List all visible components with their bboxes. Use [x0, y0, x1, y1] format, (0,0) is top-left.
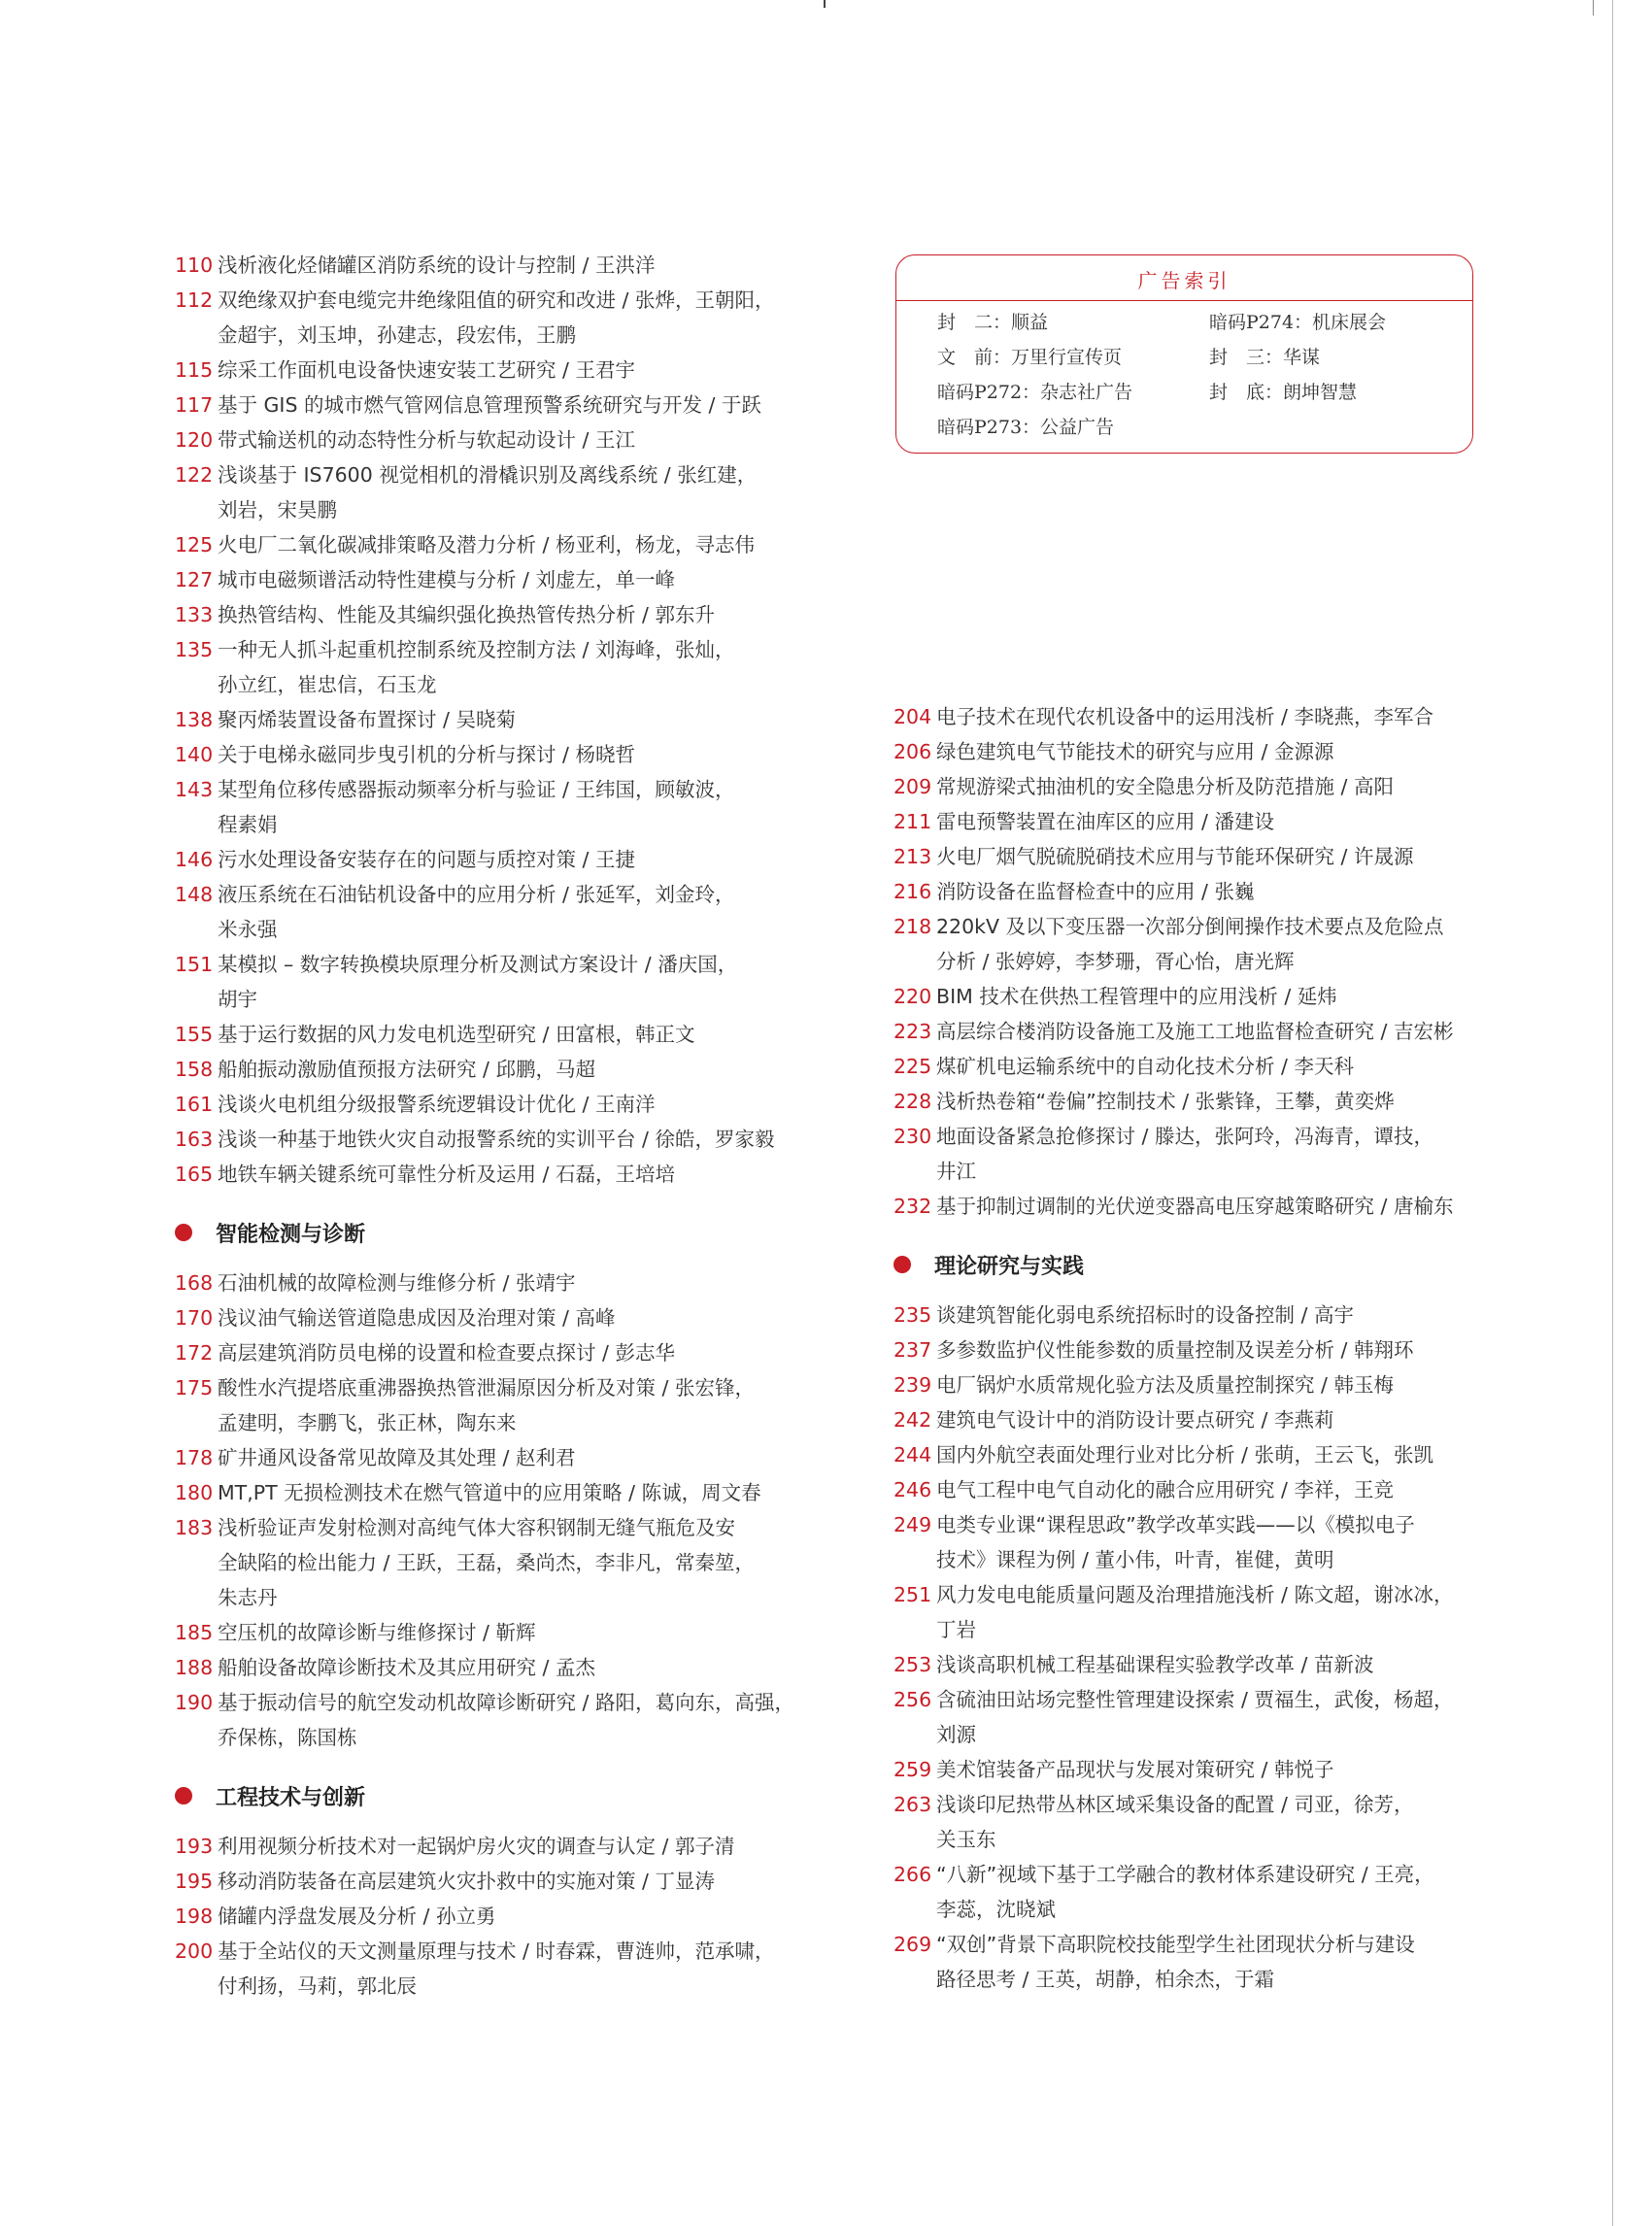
toc-entry [175, 772, 806, 842]
page-number: 161 [175, 1093, 214, 1116]
page-number: 263 [893, 1793, 932, 1816]
section-title: 工程技术与创新 [216, 1785, 366, 1810]
entry-title: 综采工作面机电设备快速安装工艺研究 / 王君宇 [218, 358, 635, 382]
toc-entry [893, 804, 1486, 839]
entry-title: 液压系统在石油钻机设备中的应用分析 / 张延军，刘金玲， 米永强 [218, 883, 735, 941]
toc-entry [175, 1510, 806, 1615]
entry-title: 高层建筑消防员电梯的设置和检查要点探讨 / 彭志华 [218, 1341, 675, 1365]
toc-entry [175, 877, 806, 947]
section-heading [175, 1213, 806, 1252]
entry-title: 火电厂二氧化碳减排策略及潜力分析 / 杨亚利，杨龙，寻志伟 [218, 533, 755, 556]
toc-entry [175, 388, 806, 422]
page-number: 213 [893, 845, 932, 868]
toc-entry [893, 909, 1486, 979]
entry-title: 地面设备紧急抢修探讨 / 滕达，张阿玲，冯海青，谭技， 井江 [936, 1125, 1433, 1183]
toc-entry [175, 1475, 806, 1510]
entry-title: 浅析液化烃储罐区消防系统的设计与控制 / 王洪洋 [218, 253, 656, 277]
entry-title: 酸性水汽提塔底重沸器换热管泄漏原因分析及对策 / 张宏锋， 孟建明，李鹏飞，张正林，陶东来 [218, 1376, 755, 1434]
entry-title: 某模拟 – 数字转换模块原理分析及测试方案设计 / 潘庆国， 胡宇 [218, 953, 738, 1011]
entry-title: 聚丙烯装置设备布置探讨 / 吴晓菊 [218, 708, 516, 731]
page-number: 218 [893, 915, 932, 938]
bullet-icon [175, 1224, 192, 1241]
page-number: 259 [893, 1758, 932, 1781]
page-number: 165 [175, 1163, 214, 1186]
page-number: 246 [893, 1478, 932, 1501]
page-number: 244 [893, 1443, 932, 1467]
toc-entry [893, 1298, 1486, 1332]
page-number: 112 [175, 288, 214, 312]
toc-entry [893, 874, 1486, 909]
entry-title: 带式输送机的动态特性分析与软起动设计 / 王江 [218, 428, 635, 452]
toc-entry [175, 527, 806, 562]
page-number: 135 [175, 638, 214, 661]
crop-mark [1593, 0, 1613, 16]
ad-index-divider [896, 300, 1472, 301]
entry-title: 国内外航空表面处理行业对比分析 / 张萌，王云飞，张凯 [936, 1443, 1433, 1467]
page-number: 140 [175, 743, 214, 766]
page-number: 170 [175, 1306, 214, 1330]
entry-title: 电气工程中电气自动化的融合应用研究 / 李祥，王竞 [936, 1478, 1394, 1501]
entry-title: 浅谈高职机械工程基础课程实验教学改革 / 苗新波 [936, 1653, 1374, 1676]
page-number: 143 [175, 778, 214, 801]
entry-title: 220kV 及以下变压器一次部分倒闸操作技术要点及危险点 分析 / 张婷婷，李梦珊，胥心怡，唐光辉 [936, 915, 1444, 973]
toc-entry [893, 1049, 1486, 1084]
entry-title: 石油机械的故障检测与维修分析 / 张靖宇 [218, 1271, 576, 1295]
entry-title: 双绝缘双护套电缆完井绝缘阻值的研究和改进 / 张烨，王朝阳， 金超宇，刘玉坤，孙建志，段宏伟，王鹏 [218, 288, 775, 347]
section-heading [893, 1245, 1486, 1284]
page-number: 230 [893, 1125, 932, 1148]
page-number: 223 [893, 1020, 932, 1043]
page-number: 168 [175, 1271, 214, 1295]
toc-entry [175, 1650, 806, 1685]
toc-entry [175, 737, 806, 772]
ad-item: 文 前：万里行宣传页 [937, 347, 1123, 368]
page-number: 148 [175, 883, 214, 906]
page-number: 204 [893, 705, 932, 728]
toc-entry [175, 1615, 806, 1650]
page-number: 158 [175, 1058, 214, 1081]
toc-entry [175, 632, 806, 702]
page-number: 190 [175, 1691, 214, 1714]
toc-entry [893, 734, 1486, 769]
entry-title: 基于全站仪的天文测量原理与技术 / 时春霖，曹涟帅，范承啸， 付利扬，马莉，郭北辰 [218, 1939, 775, 1998]
toc-entry [175, 1265, 806, 1300]
toc-entry [175, 1087, 806, 1122]
page-number: 175 [175, 1376, 214, 1400]
ad-index-box [895, 254, 1473, 454]
page-number: 151 [175, 953, 214, 976]
toc-left-column [175, 248, 806, 2004]
page-number: 249 [893, 1513, 932, 1536]
toc-entry [175, 1017, 806, 1052]
section-title: 理论研究与实践 [934, 1254, 1085, 1279]
entry-title: 基于 GIS 的城市燃气管网信息管理预警系统研究与开发 / 于跃 [218, 393, 761, 417]
toc-entry [893, 1507, 1486, 1577]
toc-entry [893, 1472, 1486, 1507]
page-number: 198 [175, 1905, 214, 1928]
entry-title: 电厂锅炉水质常规化验方法及质量控制探究 / 韩玉梅 [936, 1373, 1394, 1397]
toc-entry [893, 769, 1486, 804]
toc-entry [175, 702, 806, 737]
entry-title: 空压机的故障诊断与维修探讨 / 靳辉 [218, 1621, 536, 1644]
toc-entry [893, 1857, 1486, 1927]
page-number: 117 [175, 393, 214, 417]
entry-title: 雷电预警装置在油库区的应用 / 潘建设 [936, 810, 1274, 833]
entry-title: 煤矿机电运输系统中的自动化技术分析 / 李天科 [936, 1055, 1354, 1078]
entry-title: 地铁车辆关键系统可靠性分析及运用 / 石磊，王培培 [218, 1163, 675, 1186]
toc-entry [893, 1402, 1486, 1437]
entry-title: 含硫油田站场完整性管理建设探索 / 贾福生，武俊，杨超， 刘源 [936, 1688, 1454, 1746]
page-number: 228 [893, 1090, 932, 1113]
page-number: 120 [175, 428, 214, 452]
section-title: 智能检测与诊断 [216, 1222, 366, 1247]
page-number: 115 [175, 358, 214, 382]
entry-title: 建筑电气设计中的消防设计要点研究 / 李燕莉 [936, 1408, 1334, 1432]
ad-item: 暗码P274：机床展会 [1209, 312, 1387, 333]
crop-mark [824, 0, 826, 8]
entry-title: 多参数监护仪性能参数的质量控制及误差分析 / 韩翔环 [936, 1338, 1414, 1362]
toc-entry [175, 1300, 806, 1335]
entry-title: 浅谈基于 IS7600 视觉相机的滑橇识别及离线系统 / 张红建， 刘岩，宋昊鹏 [218, 463, 758, 522]
toc-entry [175, 1934, 806, 2004]
entry-title: 浅谈一种基于地铁火灾自动报警系统的实训平台 / 徐皓，罗家毅 [218, 1128, 775, 1151]
toc-entry [893, 1084, 1486, 1119]
toc-entry [175, 597, 806, 632]
toc-entry [893, 1332, 1486, 1367]
entry-title: 储罐内浮盘发展及分析 / 孙立勇 [218, 1905, 496, 1928]
entry-title: 火电厂烟气脱硫脱硝技术应用与节能环保研究 / 许晟源 [936, 845, 1414, 868]
page-number: 209 [893, 775, 932, 798]
page-number: 220 [893, 985, 932, 1008]
page-number: 251 [893, 1583, 932, 1606]
page-number: 211 [893, 810, 932, 833]
entry-title: BIM 技术在供热工程管理中的应用浅析 / 延炜 [936, 985, 1337, 1008]
entry-title: 浅谈火电机组分级报警系统逻辑设计优化 / 王南洋 [218, 1093, 656, 1116]
entry-title: 谈建筑智能化弱电系统招标时的设备控制 / 高宇 [936, 1303, 1354, 1327]
section-heading [175, 1776, 806, 1815]
ad-item: 封 二：顺益 [937, 312, 1049, 333]
page-number: 138 [175, 708, 214, 731]
page-number: 269 [893, 1933, 932, 1956]
entry-title: 常规游梁式抽油机的安全隐患分析及防范措施 / 高阳 [936, 775, 1394, 798]
entry-title: 船舶振动激励值预报方法研究 / 邱鹏，马超 [218, 1058, 595, 1081]
toc-entry [893, 1119, 1486, 1189]
entry-title: 美术馆装备产品现状与发展对策研究 / 韩悦子 [936, 1758, 1334, 1781]
page-number: 225 [893, 1055, 932, 1078]
toc-entry [893, 1577, 1486, 1647]
toc-entry [175, 1829, 806, 1864]
entry-title: 移动消防装备在高层建筑火灾扑救中的实施对策 / 丁显涛 [218, 1870, 715, 1893]
page-number: 172 [175, 1341, 214, 1365]
toc-entry [893, 839, 1486, 874]
entry-title: 污水处理设备安装存在的问题与质控对策 / 王捷 [218, 848, 635, 871]
toc-entry [175, 1122, 806, 1157]
toc-entry [175, 1899, 806, 1934]
page-number: 242 [893, 1408, 932, 1432]
toc-entry [175, 1370, 806, 1440]
bullet-icon [893, 1256, 911, 1273]
toc-entry [893, 1752, 1486, 1787]
entry-title: 基于振动信号的航空发动机故障诊断研究 / 路阳，葛向东，高强， 乔保栋，陈国栋 [218, 1691, 794, 1749]
toc-entry [893, 1647, 1486, 1682]
entry-title: 浅谈印尼热带丛林区域采集设备的配置 / 司亚，徐芳， 关玉东 [936, 1793, 1414, 1851]
toc-entry [175, 562, 806, 597]
page-number: 127 [175, 568, 214, 591]
page-number: 110 [175, 253, 214, 277]
toc-entry [175, 283, 806, 353]
page-number: 256 [893, 1688, 932, 1711]
entry-title: 高层综合楼消防设备施工及施工工地监督检查研究 / 吉宏彬 [936, 1020, 1454, 1043]
page-number: 146 [175, 848, 214, 871]
ad-item: 暗码P272：杂志社广告 [937, 382, 1133, 403]
toc-entry [893, 1682, 1486, 1752]
toc-entry [893, 1437, 1486, 1472]
page-edge-line [1612, 0, 1613, 2226]
toc-entry [175, 1440, 806, 1475]
toc-entry [175, 1157, 806, 1192]
bullet-icon [175, 1787, 192, 1804]
toc-entry [175, 422, 806, 457]
entry-title: 浅析验证声发射检测对高纯气体大容积钢制无缝气瓶危及安 全缺陷的检出能力 / 王跃，王磊，桑尚杰，李非凡，常秦堃， 朱志丹 [218, 1516, 755, 1609]
toc-entry [175, 842, 806, 877]
page-number: 193 [175, 1835, 214, 1858]
toc-entry [893, 1927, 1486, 1997]
entry-title: “双创”背景下高职院校技能型学生社团现状分析与建设 路径思考 / 王英，胡静，柏余杰，于霜 [936, 1933, 1415, 1991]
entry-title: 城市电磁频谱活动特性建模与分析 / 刘虚左，单一峰 [218, 568, 675, 591]
page-number: 163 [175, 1128, 214, 1151]
entry-title: 船舶设备故障诊断技术及其应用研究 / 孟杰 [218, 1656, 595, 1679]
toc-entry [893, 1787, 1486, 1857]
toc-entry [893, 1014, 1486, 1049]
toc-entry [175, 947, 806, 1017]
entry-title: 矿井通风设备常见故障及其处理 / 赵利君 [218, 1446, 576, 1469]
page-number: 125 [175, 533, 214, 556]
entry-title: 基于抑制过调制的光伏逆变器高电压穿越策略研究 / 唐榆东 [936, 1195, 1454, 1218]
entry-title: 关于电梯永磁同步曳引机的分析与探讨 / 杨晓哲 [218, 743, 635, 766]
page-number: 235 [893, 1303, 932, 1327]
page-number: 253 [893, 1653, 932, 1676]
toc-entry [175, 248, 806, 283]
toc-entry [175, 457, 806, 527]
ad-item: 封 三：华谋 [1209, 347, 1321, 368]
page-number: 232 [893, 1195, 932, 1218]
toc-right-column [893, 699, 1486, 1997]
toc-entry [175, 1052, 806, 1087]
ad-index-title: 广告索引 [1137, 269, 1231, 292]
page-number: 122 [175, 463, 214, 487]
toc-entry [893, 1189, 1486, 1224]
toc-entry [893, 979, 1486, 1014]
ad-item: 暗码P273：公益广告 [937, 417, 1115, 438]
entry-title: MT,PT 无损检测技术在燃气管道中的应用策略 / 陈诚，周文春 [218, 1481, 761, 1504]
entry-title: 电类专业课“课程思政”教学改革实践——以《模拟电子 技术》课程为例 / 董小伟，叶青，崔健，黄明 [936, 1513, 1415, 1571]
entry-title: 风力发电电能质量问题及治理措施浅析 / 陈文超，谢冰冰， 丁岩 [936, 1583, 1454, 1641]
entry-title: 利用视频分析技术对一起锅炉房火灾的调查与认定 / 郭子清 [218, 1835, 735, 1858]
page-number: 200 [175, 1939, 214, 1963]
page-number: 237 [893, 1338, 932, 1362]
page-number: 266 [893, 1863, 932, 1886]
page-number: 206 [893, 740, 932, 763]
page-number: 195 [175, 1870, 214, 1893]
entry-title: 某型角位移传感器振动频率分析与验证 / 王纬国，顾敏波， 程素娟 [218, 778, 735, 836]
toc-entry [893, 1367, 1486, 1402]
page-number: 133 [175, 603, 214, 626]
entry-title: 基于运行数据的风力发电机选型研究 / 田富根，韩正文 [218, 1023, 695, 1046]
page-number: 216 [893, 880, 932, 903]
entry-title: 一种无人抓斗起重机控制系统及控制方法 / 刘海峰，张灿， 孙立红，崔忠信，石玉龙 [218, 638, 735, 696]
entry-title: 浅析热卷箱“卷偏”控制技术 / 张紫锋，王攀，黄奕烨 [936, 1090, 1395, 1113]
page-number: 178 [175, 1446, 214, 1469]
page-number: 183 [175, 1516, 214, 1539]
page-number: 185 [175, 1621, 214, 1644]
page-number: 180 [175, 1481, 214, 1504]
toc-entry [175, 1864, 806, 1899]
entry-title: 绿色建筑电气节能技术的研究与应用 / 金源源 [936, 740, 1334, 763]
page-number: 155 [175, 1023, 214, 1046]
ad-item: 封 底：朗坤智慧 [1209, 382, 1358, 403]
toc-entry [175, 353, 806, 388]
toc-entry [893, 699, 1486, 734]
entry-title: 消防设备在监督检查中的应用 / 张巍 [936, 880, 1255, 903]
toc-entry [175, 1685, 806, 1755]
entry-title: “八新”视域下基于工学融合的教材体系建设研究 / 王亮， 李蕊，沈晓斌 [936, 1863, 1434, 1921]
page-number: 239 [893, 1373, 932, 1397]
page-number: 188 [175, 1656, 214, 1679]
entry-title: 换热管结构、性能及其编织强化换热管传热分析 / 郭东升 [218, 603, 715, 626]
toc-entry [175, 1335, 806, 1370]
entry-title: 电子技术在现代农机设备中的运用浅析 / 李晓燕，李军合 [936, 705, 1433, 728]
entry-title: 浅议油气输送管道隐患成因及治理对策 / 高峰 [218, 1306, 616, 1330]
